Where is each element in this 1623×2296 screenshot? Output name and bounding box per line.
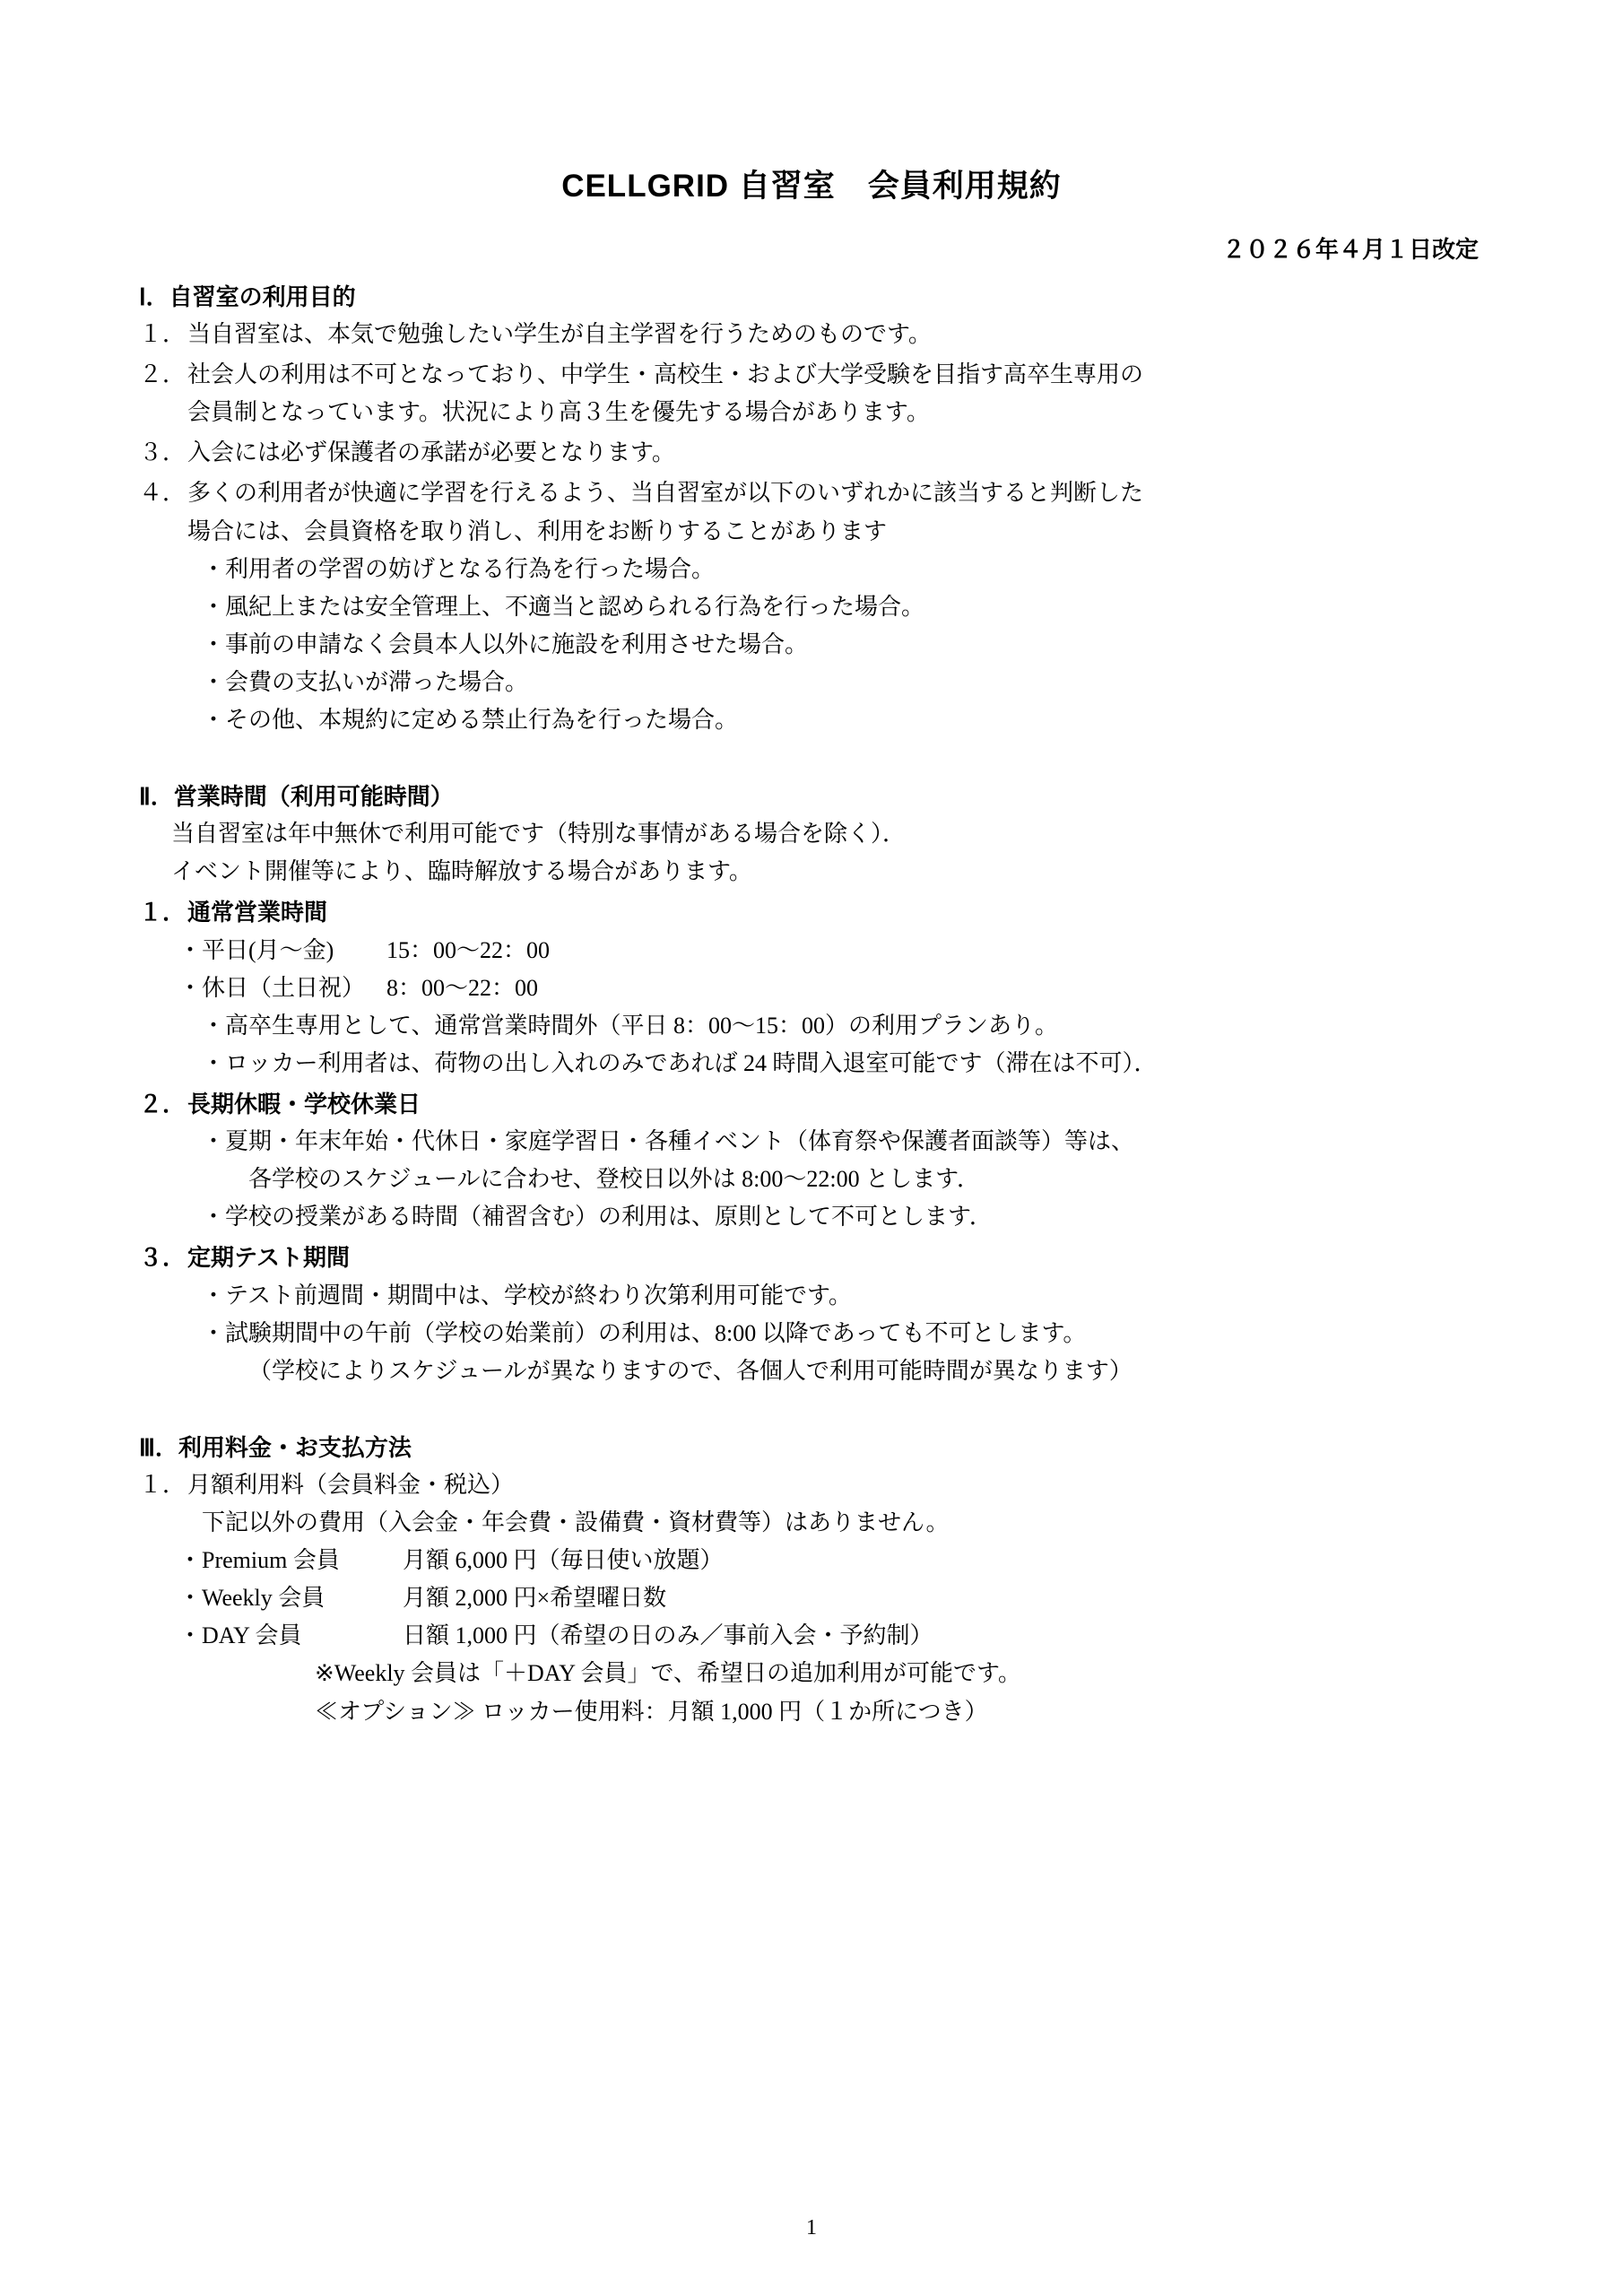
list-marker: １． [139,899,187,926]
row-label: ・休日（土日祝） [178,974,366,1001]
section2-sub-1-heading [139,893,1484,931]
list-marker: １． [139,321,187,347]
section2-intro-1: 当自習室は年中無休で利用可能です（特別な事情がある場合を除く）． [171,821,907,848]
section3-note-1: ※Weekly 会員は「＋DAY 会員」で、希望日の追加利用が可能です。 [315,1660,1021,1687]
section-heading-2: Ⅱ．営業時間（利用可能時間） [139,783,454,811]
section3-plan-weekly [139,1579,1484,1617]
row-value: 15：00〜22：00 [386,936,551,963]
list-text: 当自習室は、本気で勉強したい学生が自主学習を行うためのものです。 [187,321,932,347]
section1-bullet-1: ・利用者の学習の妨げとなる行為を行った場合。 [202,555,716,582]
section2-sub1-bullet-1: ・高卒生専用として、通常営業時間外（平日 8：00〜15：00）の利用プランあり。 [202,1012,1058,1039]
section1-item-4-cont: 場合には、会員資格を取り消し、利用をお断りすることがあります [187,517,888,544]
list-marker: ４． [139,480,187,507]
section2-sub3-bullet-2: ・試験期間中の午前（学校の始業前）の利用は、8:00 以降であっても不可とします。 [202,1319,1087,1346]
section2-sub2-bullet-2: ・学校の授業がある時間（補習含む）の利用は、原則として不可とします． [202,1204,993,1231]
plan-value: 日額 1,000 円（希望の日のみ／事前入会・予約制） [403,1622,933,1649]
list-text: 月額利用料（会員料金・税込） [187,1471,515,1498]
plan-label: ・DAY 会員 [178,1622,302,1649]
list-text: 社会人の利用は不可となっており、中学生・高校生・および大学受験を目指す高卒生専用の [187,361,1144,388]
list-text: 定期テスト期間 [187,1244,350,1272]
plan-label: ・Premium 会員 [178,1547,340,1574]
section1-item-1 [139,316,1484,353]
list-text: 多くの利用者が快適に学習を行えるよう、当自習室が以下のいずれかに該当すると判断した [187,480,1144,507]
section1-bullet-4: ・会費の支払いが滞った場合。 [202,668,529,695]
section1-item-2-cont: 会員制となっています。状況により高３生を優先する場合があります。 [187,399,930,426]
section3-note-2: ≪オプション≫ ロッカー使用料：月額 1,000 円（１か所につき） [315,1698,988,1725]
section1-item-2 [139,356,1484,394]
section3-item-1-cont: 下記以外の費用（入会金・年会費・設備費・資材費等）はありません。 [202,1509,950,1535]
list-marker: ３． [139,439,187,466]
section3-item-1 [139,1466,1484,1504]
section2-intro-2: イベント開催等により、臨時解放する場合があります。 [171,858,752,885]
section1-item-3 [139,434,1484,472]
row-value: 8：00〜22：00 [386,974,539,1001]
section3-plan-day [139,1617,1484,1655]
list-marker: ３． [139,1244,187,1272]
section2-sub-3-heading [139,1239,1484,1276]
row-label: ・平日(月〜金) [178,936,334,963]
section2-sub3-bullet-1: ・テスト前週間・期間中は、学校が終わり次第利用可能です。 [202,1282,852,1309]
section2-sub2-bullet-1-cont: 各学校のスケジュールに合わせ、登校日以外は 8:00〜22:00 とします． [248,1166,981,1193]
plan-value: 月額 2,000 円×希望曜日数 [403,1585,667,1612]
section3-plan-premium [139,1542,1484,1579]
plan-label: ・Weekly 会員 [178,1585,325,1612]
section2-sub2-bullet-1: ・夏期・年末年始・代休日・家庭学習日・各種イベント（体育祭や保護者面談等）等は、 [202,1128,1135,1155]
page-title: CELLGRID 自習室 会員利用規約 [561,169,1062,204]
revision-date: ２０２６年４月１日改定 [1221,236,1479,263]
list-marker: ２． [139,361,187,388]
list-text: 長期休暇・学校休業日 [187,1090,421,1118]
list-text: 通常営業時間 [187,899,328,926]
section-heading-3: Ⅲ．利用料金・お支払方法 [139,1433,412,1461]
section-heading-1: Ⅰ．自習室の利用目的 [139,283,356,310]
plan-value: 月額 6,000 円（毎日使い放題） [403,1547,724,1574]
section1-bullet-3: ・事前の申請なく会員本人以外に施設を利用させた場合。 [202,631,809,657]
section1-item-4 [139,474,1484,512]
list-text: 入会には必ず保護者の承諾が必要となります。 [187,439,675,466]
section1-bullet-5: ・その他、本規約に定める禁止行為を行った場合。 [202,707,739,734]
section2-sub-2-heading [139,1085,1484,1123]
section2-sub3-note: （学校によりスケジュールが異なりますので、各個人で利用可能時間が異なります） [248,1357,1133,1384]
section2-sub1-row-2 [139,970,1484,1007]
section2-sub1-bullet-2: ・ロッカー利用者は、荷物の出し入れのみであれば 24 時間入退室可能です（滞在は不可）． [202,1049,1158,1076]
page-number: 1 [806,2216,817,2239]
list-marker: ２． [139,1090,187,1118]
list-marker: １． [139,1471,187,1498]
section2-sub1-row-1 [139,932,1484,970]
section1-bullet-2: ・風紀上または安全管理上、不適当と認められる行為を行った場合。 [202,593,925,620]
